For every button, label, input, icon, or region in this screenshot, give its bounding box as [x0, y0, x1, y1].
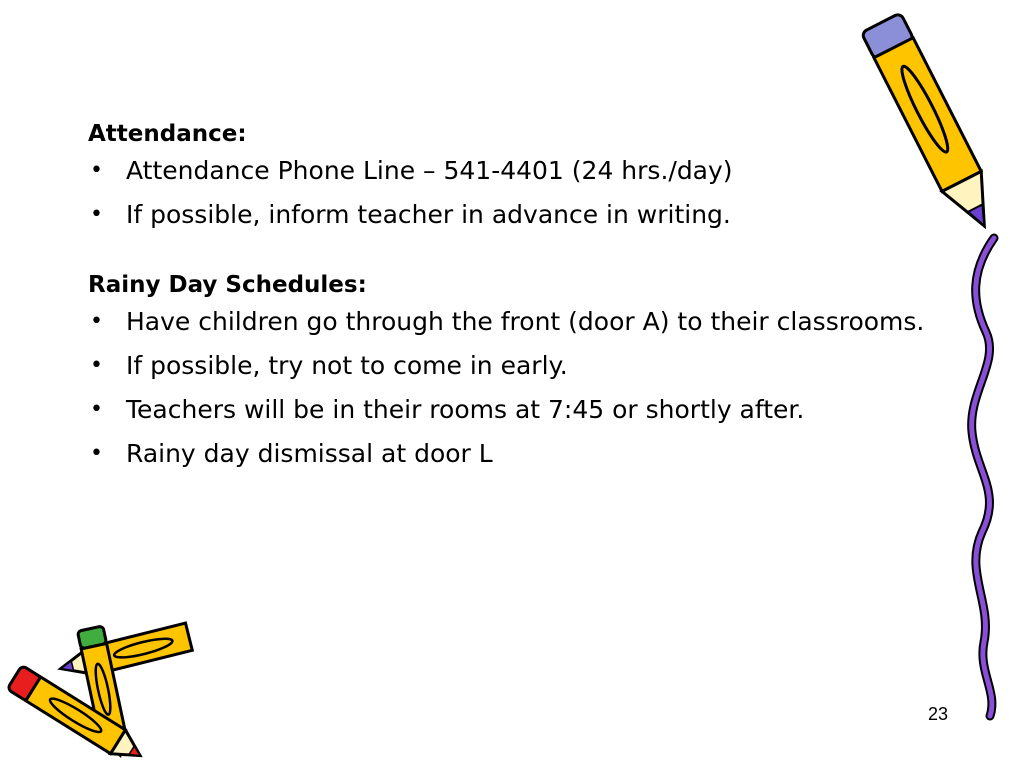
- bullet-text: If possible, inform teacher in advance in writing.: [126, 200, 731, 229]
- bullet-dot: •: [90, 309, 103, 334]
- bullet-text: Attendance Phone Line – 541-4401 (24 hrs./day): [126, 156, 733, 185]
- bullet-item: [88, 305, 948, 338]
- attendance-bullet-list: [88, 154, 948, 231]
- bullet-text: Teachers will be in their rooms at 7:45 or shortly after.: [126, 395, 805, 424]
- bullet-dot: •: [90, 158, 103, 183]
- bullet-item: [88, 154, 948, 187]
- bullet-text: Have children go through the front (door A) to their classrooms.: [126, 307, 925, 336]
- rainy-day-heading: Rainy Day Schedules:: [88, 272, 367, 298]
- bullet-item: [88, 349, 948, 382]
- slide-body: [88, 118, 948, 481]
- rainy-day-bullet-list: [88, 305, 948, 470]
- attendance-heading: Attendance:: [88, 121, 247, 147]
- pencil-squiggle-line-icon: [962, 232, 1010, 722]
- bullet-text: Rainy day dismissal at door L: [126, 439, 493, 468]
- pencils-bottom-left-icon: [0, 618, 210, 760]
- bullet-item: [88, 198, 948, 231]
- bullet-text: If possible, try not to come in early.: [126, 351, 568, 380]
- bullet-dot: •: [90, 353, 103, 378]
- bullet-dot: •: [90, 397, 103, 422]
- bullet-item: [88, 393, 948, 426]
- bullet-item: [88, 437, 948, 470]
- bullet-dot: •: [90, 202, 103, 227]
- bullet-dot: •: [90, 441, 103, 466]
- pencil-top-right-icon: [858, 2, 1008, 244]
- page-number: 23: [928, 704, 949, 724]
